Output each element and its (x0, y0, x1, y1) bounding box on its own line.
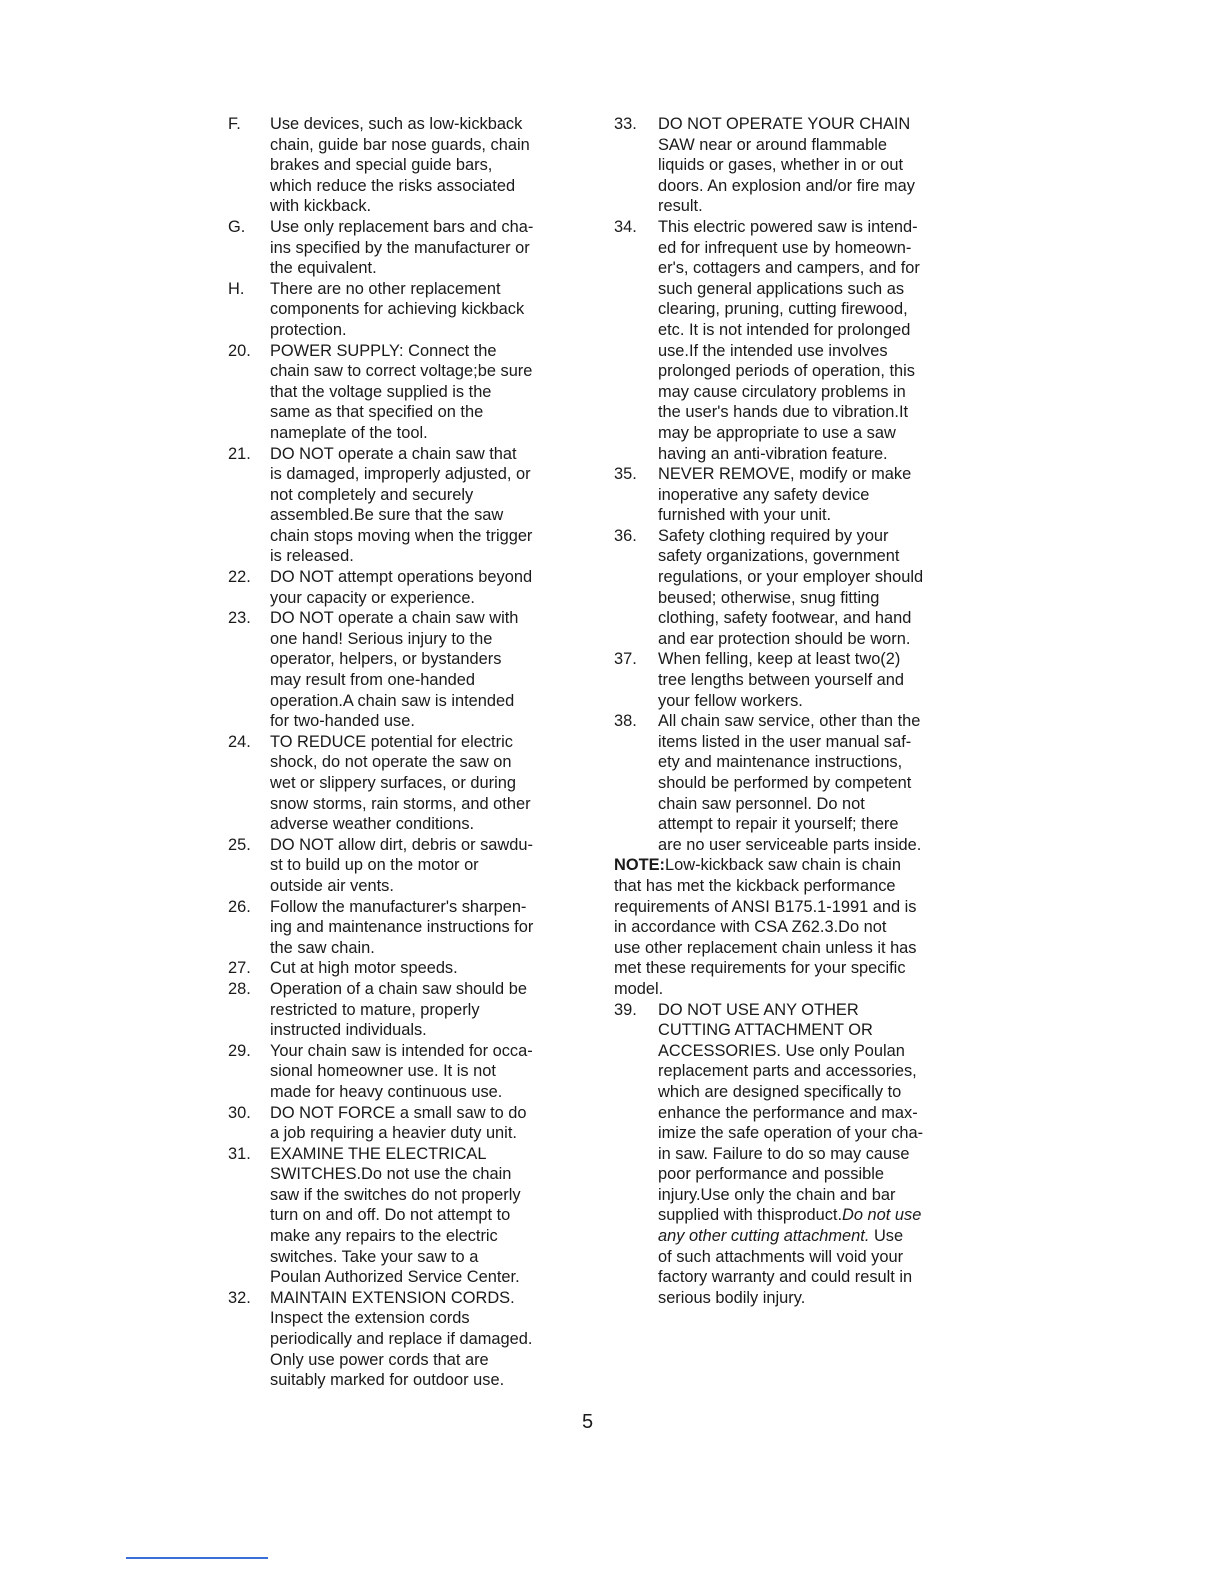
item-number: 33. (614, 115, 637, 133)
list-item (228, 608, 578, 732)
text-line: turn on and off. Do not attempt to (270, 1206, 511, 1225)
text-line: may be appropriate to use a saw (658, 423, 896, 442)
text-line: shock, do not operate the saw on (270, 753, 512, 772)
item-text (270, 567, 578, 608)
text-line: that the voltage supplied is the (270, 382, 492, 401)
text-line: Poulan Authorized Service Center. (270, 1268, 520, 1287)
item-number: 32. (228, 1288, 251, 1307)
item-number: 29. (228, 1041, 251, 1060)
text-line: which are designed specifically to (658, 1082, 902, 1101)
item-text (658, 464, 964, 526)
list-item (228, 732, 578, 835)
text-line: liquids or gases, whether in or out (658, 156, 904, 175)
list-item (228, 114, 578, 217)
text-line: such general applications such as (658, 279, 905, 298)
list-item (228, 217, 578, 279)
item-text (270, 958, 578, 979)
text-line: the user's hands due to vibration.It (658, 403, 909, 422)
list-item (228, 958, 578, 979)
item-number: 38. (614, 712, 637, 731)
text-line: EXAMINE THE ELECTRICAL (270, 1144, 487, 1163)
text-line: imize the safe operation of your cha- (658, 1124, 924, 1143)
item-39-italic-text: Do not use (842, 1206, 922, 1225)
note-label: NOTE: (614, 856, 665, 875)
text-line: protection. (270, 320, 347, 339)
list-item (228, 1288, 578, 1391)
text-line: of such attachments will void your (658, 1247, 904, 1266)
text-line: use other replacement chain unless it has (614, 938, 917, 957)
item-number: F. (228, 115, 241, 133)
text-line: outside air vents. (270, 876, 394, 895)
text-line: requirements of ANSI B175.1-1991 and is (614, 897, 917, 916)
text-line: DO NOT operate a chain saw that (270, 444, 517, 463)
text-line: chain saw personnel. Do not (658, 794, 865, 813)
text-line: same as that specified on the (270, 403, 484, 422)
text-line: tree lengths between yourself and (658, 671, 905, 690)
text-line: chain saw to correct voltage;be sure (270, 362, 533, 381)
text-line: with kickback. (270, 197, 372, 216)
text-line: use.If the intended use involves (658, 341, 888, 360)
list-item (228, 567, 578, 608)
item-number: 30. (228, 1103, 251, 1122)
text-line: may cause circulatory problems in (658, 382, 906, 401)
text-line: one hand! Serious injury to the (270, 629, 493, 648)
text-line: chain, guide bar nose guards, chain (270, 135, 530, 154)
text-line: sional homeowner use. It is not (270, 1062, 496, 1081)
item-text (270, 1288, 578, 1391)
item-number: 31. (228, 1144, 251, 1163)
text-line: MAINTAIN EXTENSION CORDS. (270, 1288, 515, 1307)
item-text (270, 732, 578, 835)
item-number: 25. (228, 835, 251, 854)
text-line: should be performed by competent (658, 774, 912, 792)
item-number: 20. (228, 341, 251, 360)
text-line: and ear protection should be worn. (658, 629, 911, 648)
text-line: operator, helpers, or bystanders (270, 650, 502, 669)
text-line: having an anti-vibration feature. (658, 444, 888, 463)
list-item (228, 444, 578, 568)
text-line: the equivalent. (270, 259, 377, 278)
item-number: 22. (228, 568, 251, 587)
text-line: that has met the kickback performance (614, 876, 896, 895)
item-text (270, 114, 578, 217)
item-text (658, 217, 964, 464)
text-line: Only use power cords that are (270, 1350, 489, 1369)
text-line: prolonged periods of operation, this (658, 362, 915, 381)
item-text (658, 1000, 964, 1309)
item-text (270, 897, 578, 959)
text-line: DO NOT attempt operations beyond (270, 568, 533, 587)
text-line: Operation of a chain saw should be (270, 979, 527, 998)
item-number: 28. (228, 979, 251, 998)
text-line: serious bodily injury. (658, 1288, 806, 1307)
text-line: ins specified by the manufacturer or (270, 238, 530, 257)
text-line: periodically and replace if damaged. (270, 1330, 533, 1349)
item-text (658, 711, 964, 855)
item-text (270, 835, 578, 897)
text-line: model. (614, 979, 664, 998)
text-line: Follow the manufacturer's sharpen- (270, 897, 527, 916)
text-line: suitably marked for outdoor use. (270, 1371, 505, 1390)
text-line: TO REDUCE potential for electric (270, 732, 513, 751)
text-line: st to build up on the motor or (270, 856, 479, 875)
text-line: may result from one-handed (270, 671, 475, 690)
text-line: instructed individuals. (270, 1021, 427, 1040)
text-line: nameplate of the tool. (270, 423, 428, 442)
item-text (658, 649, 964, 711)
footer-rule (126, 1557, 268, 1559)
item-text (270, 979, 578, 1041)
text-line: assembled.Be sure that the saw (270, 506, 504, 525)
list-item (228, 341, 578, 444)
text-line: clothing, safety footwear, and hand (658, 609, 912, 628)
right-column (614, 114, 964, 1308)
text-line: adverse weather conditions. (270, 815, 475, 834)
text-line: are no user serviceable parts inside. (658, 835, 922, 854)
text-line: factory warranty and could result in (658, 1268, 913, 1287)
text-line: made for heavy continuous use. (270, 1082, 503, 1101)
text-line: All chain saw service, other than the (658, 712, 921, 731)
text-line: replacement parts and accessories, (658, 1062, 917, 1081)
item-text (270, 217, 578, 279)
list-item (614, 114, 964, 217)
text-line: DO NOT operate a chain saw with (270, 609, 519, 628)
text-line: Safety clothing required by your (658, 526, 889, 545)
text-line: Inspect the extension cords (270, 1309, 470, 1328)
text-line: is released. (270, 547, 354, 566)
text-line: ACCESSORIES. Use only Poulan (658, 1041, 905, 1060)
text-line: your capacity or experience. (270, 588, 475, 607)
item-number: 21. (228, 444, 251, 463)
text-line: switches. Take your saw to a (270, 1247, 479, 1266)
text-line: clearing, pruning, cutting firewood, (658, 300, 908, 319)
text-line: for two-handed use. (270, 712, 415, 731)
text-line: the saw chain. (270, 938, 375, 957)
item-number: 39. (614, 1000, 637, 1019)
text-line: Use devices, such as low-kickback (270, 115, 523, 133)
text-line: a job requiring a heavier duty unit. (270, 1124, 517, 1143)
item-number: 24. (228, 732, 251, 751)
text-line: enhance the performance and max- (658, 1103, 918, 1122)
text-line: Your chain saw is intended for occa- (270, 1041, 533, 1060)
item-text (270, 1144, 578, 1288)
text-line: attempt to repair it yourself; there (658, 815, 899, 834)
text-line: SWITCHES.Do not use the chain (270, 1165, 512, 1184)
item-text (658, 114, 964, 217)
item-text (270, 608, 578, 732)
text-line: This electric powered saw is intend- (658, 217, 918, 236)
text-line: er's, cottagers and campers, and for (658, 259, 920, 278)
text-line: doors. An explosion and/or fire may (658, 176, 915, 195)
text-line: ing and maintenance instructions for (270, 918, 534, 937)
text-line: met these requirements for your specific (614, 959, 906, 978)
text-line: DO NOT FORCE a small saw to do (270, 1103, 527, 1122)
text-line: poor performance and possible (658, 1165, 884, 1184)
item-number: H. (228, 279, 245, 298)
list-item (228, 279, 578, 341)
item-39-plain-text-2: Use (869, 1227, 904, 1246)
text-line: ed for infrequent use by homeown- (658, 238, 912, 257)
note-lines (614, 876, 964, 1000)
item-text (270, 341, 578, 444)
text-line: in saw. Failure to do so may cause (658, 1144, 910, 1163)
text-line: DO NOT OPERATE YOUR CHAIN (658, 115, 911, 133)
page-number: 5 (582, 1411, 594, 1433)
text-line: not completely and securely (270, 485, 474, 504)
text-line: make any repairs to the electric (270, 1227, 498, 1246)
text-line: wet or slippery surfaces, or during (270, 774, 516, 792)
text-line: DO NOT allow dirt, debris or sawdu- (270, 835, 533, 854)
text-line: snow storms, rain storms, and other (270, 794, 531, 813)
item-39-plain-text: supplied with thisproduct. (658, 1206, 843, 1225)
list-item (228, 835, 578, 897)
list-item (614, 217, 964, 464)
text-line: is damaged, improperly adjusted, or (270, 465, 531, 484)
list-item (614, 711, 964, 855)
item-text (270, 279, 578, 341)
item-39-italic-text-2: any other cutting attachment. (658, 1227, 870, 1246)
list-item (614, 649, 964, 711)
list-item (228, 1103, 578, 1144)
note-line (614, 855, 964, 876)
text-line: When felling, keep at least two(2) (658, 650, 901, 669)
text-line: components for achieving kickback (270, 300, 525, 319)
item-number: 34. (614, 217, 637, 236)
text-line: items listed in the user manual saf- (658, 732, 912, 751)
list-item-39 (614, 1000, 964, 1309)
text-line: chain stops moving when the trigger (270, 526, 533, 545)
item-39-italic-line (658, 1226, 964, 1247)
text-line: etc. It is not intended for prolonged (658, 320, 911, 339)
text-line: SAW near or around flammable (658, 135, 887, 154)
text-line: NEVER REMOVE, modify or make (658, 465, 912, 484)
text-line: CUTTING ATTACHMENT OR (658, 1021, 873, 1040)
text-line: which reduce the risks associated (270, 176, 516, 195)
text-line: saw if the switches do not properly (270, 1185, 521, 1204)
list-item (228, 1144, 578, 1288)
item-text (270, 1041, 578, 1103)
list-item (228, 979, 578, 1041)
text-line: result. (658, 197, 703, 216)
item-text (270, 1103, 578, 1144)
text-line: operation.A chain saw is intended (270, 691, 515, 710)
text-line: in accordance with CSA Z62.3.Do not (614, 918, 887, 937)
item-number: 35. (614, 465, 637, 484)
item-text (270, 444, 578, 568)
note-paragraph (614, 855, 964, 999)
list-item (614, 526, 964, 650)
text-line: Use only replacement bars and cha- (270, 217, 534, 236)
text-line: your fellow workers. (658, 691, 803, 710)
item-text (658, 526, 964, 650)
text-line: furnished with your unit. (658, 506, 832, 525)
list-item (614, 464, 964, 526)
list-item (228, 897, 578, 959)
item-number: 23. (228, 609, 251, 628)
text-line: injury.Use only the chain and bar (658, 1185, 896, 1204)
item-39-lines (658, 1000, 964, 1206)
text-line: beused; otherwise, snug fitting (658, 588, 880, 607)
text-line: brakes and special guide bars, (270, 156, 493, 175)
text-line: regulations, or your employer should (658, 568, 924, 587)
list-item (228, 1041, 578, 1103)
right-items (614, 114, 964, 855)
item-number: 36. (614, 526, 637, 545)
item-number: 37. (614, 650, 637, 669)
item-number: 27. (228, 959, 251, 978)
text-line: ety and maintenance instructions, (658, 753, 903, 772)
left-column (228, 114, 578, 1391)
text-line: Cut at high motor speeds. (270, 959, 458, 978)
item-39-lines-after (658, 1247, 964, 1309)
text-line: safety organizations, government (658, 547, 900, 566)
note-first-line: Low-kickback saw chain is chain (665, 856, 901, 875)
text-line: POWER SUPPLY: Connect the (270, 341, 497, 360)
item-number: G. (228, 217, 246, 236)
item-39-mixed-line (658, 1205, 964, 1226)
text-line: restricted to mature, properly (270, 1000, 480, 1019)
text-line: There are no other replacement (270, 279, 501, 298)
text-line: inoperative any safety device (658, 485, 870, 504)
text-line: DO NOT USE ANY OTHER (658, 1000, 859, 1019)
item-number: 26. (228, 897, 251, 916)
